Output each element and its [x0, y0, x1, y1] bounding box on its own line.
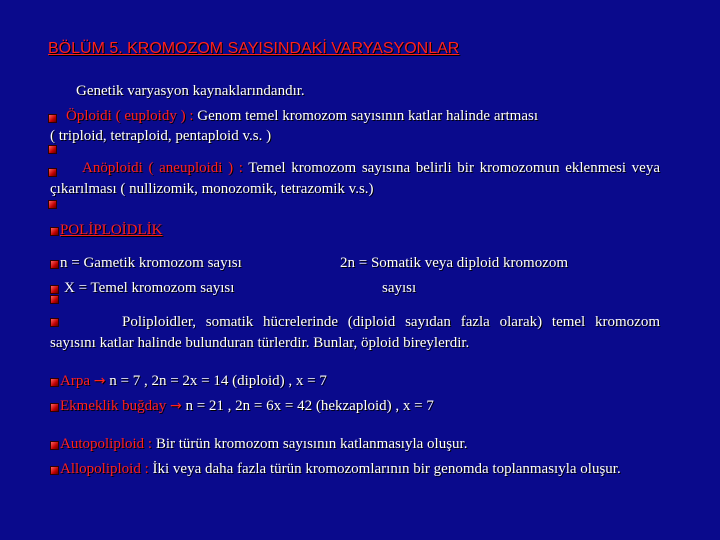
- example-wheat: [60, 397, 434, 415]
- poliploidlik-heading: POLİPLOİDLİK: [60, 222, 163, 238]
- example-name: Arpa: [60, 373, 90, 389]
- bullet-icon: [50, 295, 59, 304]
- bullet-icon: [50, 285, 59, 294]
- euploidy-examples: ( triploid, tetraploid, pentaploid v.s. ): [50, 128, 272, 144]
- example-text: n = 7 , 2n = 2x = 14 (diploid) , x = 7: [105, 373, 327, 389]
- intro-text: Genetik varyasyon kaynaklarındandır.: [76, 83, 305, 99]
- aneuploidy-term: Anöploidi ( aneuploidi ) :: [82, 160, 243, 176]
- slide-title: BÖLÜM 5. KROMOZOM SAYISINDAKİ VARYASYONLAR: [48, 40, 460, 57]
- autopoliploid-text: Bir türün kromozom sayısının katlanmasıyla oluşur.: [152, 436, 468, 452]
- x-definition: X = Temel kromozom sayısı: [64, 280, 235, 296]
- allopoliploid-term: Allopoliploid :: [60, 461, 149, 477]
- bullet-icon: [48, 145, 57, 154]
- bullet-icon: [48, 114, 57, 123]
- twon-definition-cont: sayısı: [382, 280, 417, 296]
- bullet-icon: [50, 227, 59, 236]
- aneuploidy-paragraph: [50, 158, 660, 200]
- arrow-icon: →: [93, 373, 106, 389]
- euploidy-text: Genom temel kromozom sayısının katlar halinde artması: [193, 108, 538, 124]
- allopoliploid-paragraph: [50, 459, 660, 480]
- euploidy-line: [66, 107, 538, 125]
- bullet-icon: [50, 260, 59, 269]
- bullet-icon: [50, 403, 59, 412]
- bullet-icon: [50, 441, 59, 450]
- autopoliploid-term: Autopoliploid :: [60, 436, 153, 452]
- allopoliploid-text: İki veya daha fazla türün kromozomlarının bir genomda toplanmasıyla oluşur.: [148, 461, 621, 477]
- bullet-icon: [48, 200, 57, 209]
- euploidy-term: Öploidi ( euploidy ) :: [66, 108, 194, 124]
- example-text: n = 21 , 2n = 6x = 42 (hekzaploid) , x = 7: [181, 398, 434, 414]
- n-definition: n = Gametik kromozom sayısı: [60, 255, 242, 271]
- autopoliploid-line: [60, 435, 467, 453]
- arrow-icon: →: [169, 398, 182, 414]
- example-arpa: [60, 372, 327, 390]
- poliploidler-paragraph: Poliploidler, somatik hücrelerinde (diploid sayıdan fazla olarak) temel kromozom sayısını katlar halinde bulunduran türlerdir. Bunlar, öploid bireylerdir.: [50, 314, 660, 351]
- example-name: Ekmeklik buğday: [60, 398, 167, 414]
- bullet-icon: [50, 378, 59, 387]
- aneuploidy-text: Temel kromozom sayısına belirli bir kromozomun eklenmesi veya çıkarılması ( nullizomik, monozomik, tetrazomik v.s.): [50, 160, 660, 197]
- twon-definition: 2n = Somatik veya diploid kromozom: [340, 255, 569, 271]
